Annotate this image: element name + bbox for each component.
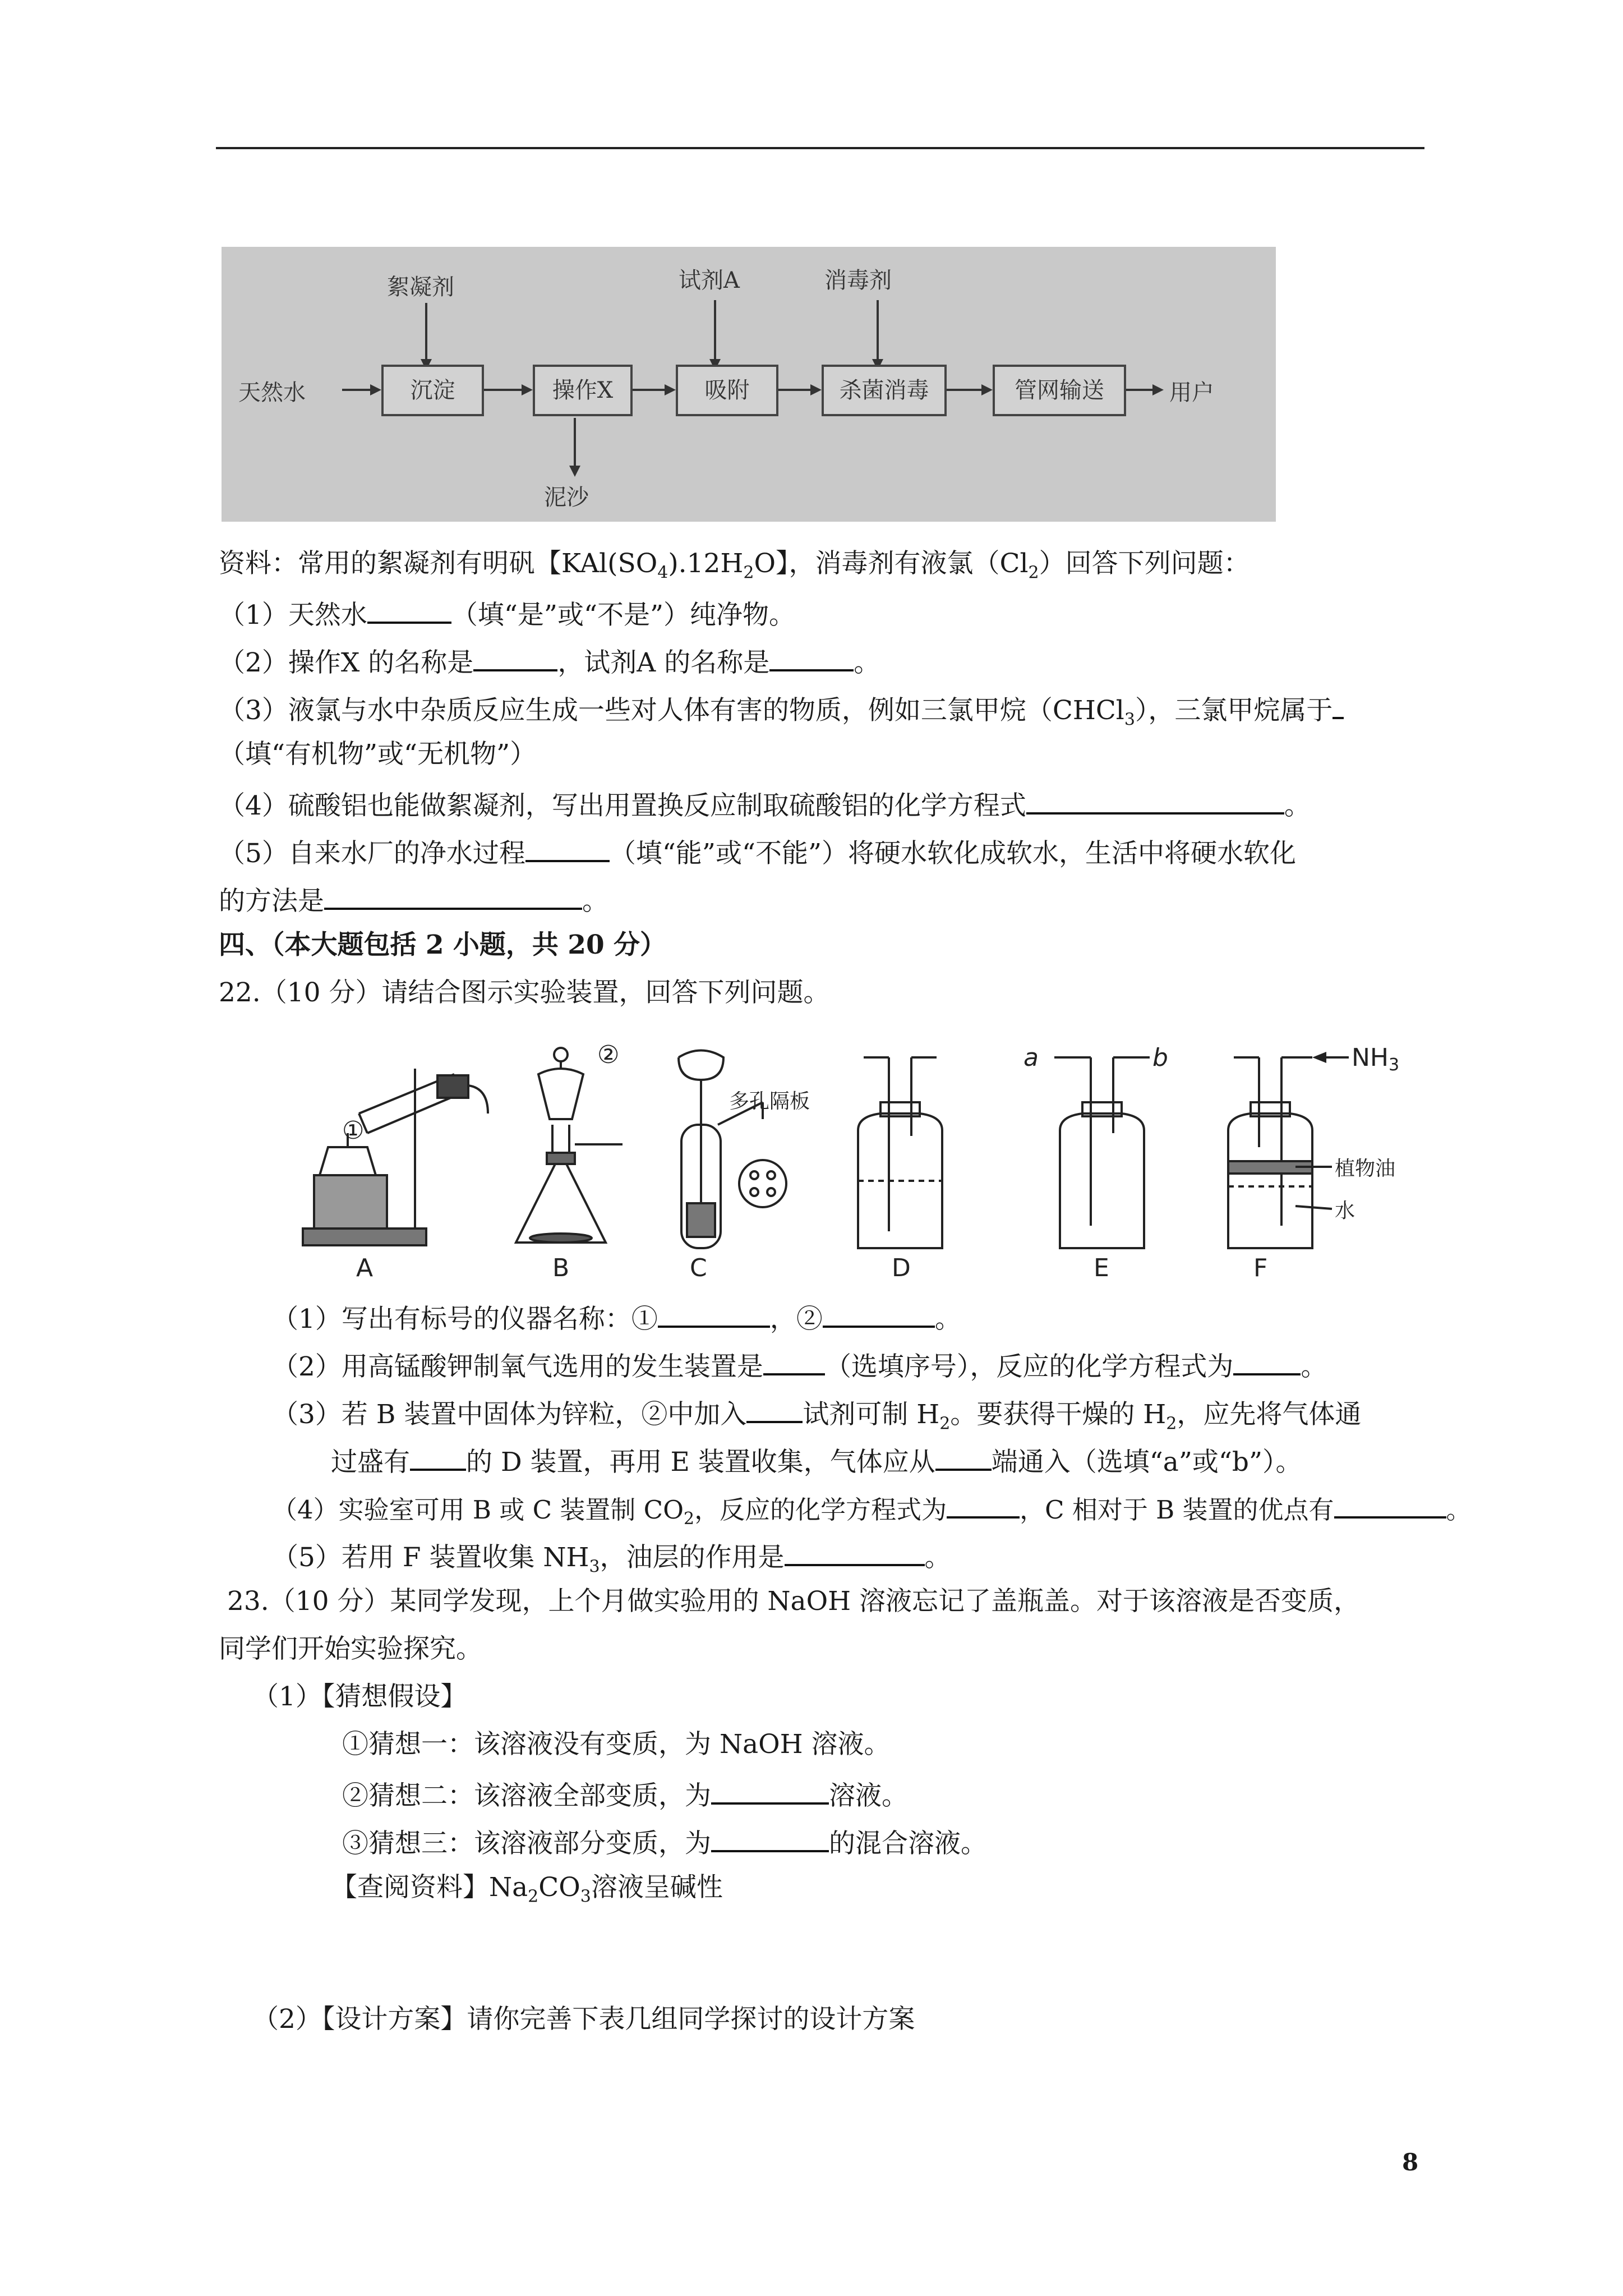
q22-part2: （2）用高锰酸钾制氧气选用的发生装置是 （选填序号），反应的化学方程式为 。 bbox=[272, 1346, 1327, 1384]
q22-part1: （1）写出有标号的仪器名称：① ，② 。 bbox=[272, 1299, 961, 1336]
label-f: F bbox=[1253, 1254, 1268, 1282]
flow-byproduct: 泥沙 bbox=[544, 485, 589, 510]
q21-part5-continued: 的方法是 。 bbox=[219, 881, 608, 918]
flow-step-pipeline: 管网输送 bbox=[993, 365, 1126, 416]
mark-vegetable-oil: 植物油 bbox=[1335, 1157, 1396, 1180]
label-d: D bbox=[892, 1254, 911, 1282]
answer-blank[interactable] bbox=[769, 642, 854, 671]
apparatus-e bbox=[1054, 1057, 1150, 1248]
flow-input-flocculant: 絮凝剂 bbox=[387, 274, 454, 300]
answer-blank[interactable] bbox=[763, 1346, 825, 1375]
mark-water: 水 bbox=[1335, 1199, 1355, 1222]
answer-blank[interactable] bbox=[410, 1442, 466, 1471]
q23-title-continued: 同学们开始实验探究。 bbox=[219, 1634, 482, 1664]
flow-input-reagent-a: 试剂A bbox=[679, 268, 740, 293]
q22-part4: （4）实验室可用 B 或 C 装置制 $CO_2$，反应的化学方程式为 ，C 相对于 B 装置的优点有 。 bbox=[272, 1489, 1472, 1536]
q21-part5: （5）自来水厂的净水过程 （填“能”或“不能”）将硬水软化成软水，生活中将硬水软化 bbox=[219, 833, 1296, 871]
answer-blank[interactable] bbox=[823, 1299, 935, 1328]
q23-hypothesis-heading: （1）【猜想假设】 bbox=[252, 1681, 467, 1712]
mark-2: ② bbox=[597, 1041, 620, 1069]
answer-blank[interactable] bbox=[324, 881, 582, 910]
flow-step-disinfect: 杀菌消毒 bbox=[822, 365, 947, 416]
mark-a: a bbox=[1023, 1043, 1039, 1072]
flow-input-disinfectant: 消毒剂 bbox=[824, 268, 892, 293]
q21-part2: （2）操作X 的名称是 ，试剂A 的名称是 。 bbox=[219, 642, 880, 680]
answer-blank[interactable] bbox=[1233, 1346, 1301, 1375]
q23-reference: 【查阅资料】$Na_2CO_3$溶液呈碱性 bbox=[331, 1872, 723, 1907]
q21-part3-continued: （填“有机物”或“无机物”） bbox=[219, 739, 537, 770]
answer-blank[interactable] bbox=[525, 833, 610, 862]
apparatus-a bbox=[303, 1069, 488, 1245]
label-e: E bbox=[1094, 1254, 1109, 1282]
answer-blank[interactable] bbox=[711, 1775, 829, 1805]
apparatus-c bbox=[679, 1051, 786, 1249]
flow-step-sediment: 沉淀 bbox=[381, 365, 484, 416]
apparatus-figure bbox=[269, 1035, 1413, 1287]
page-number: 8 bbox=[1402, 2148, 1419, 2176]
answer-blank[interactable] bbox=[1334, 1489, 1446, 1519]
answer-blank[interactable] bbox=[711, 1823, 829, 1852]
q22-part3-continued: 过盛有 的 D 装置，再用 E 装置收集，气体应从 端通入（选填“a”或“b”）。 bbox=[331, 1442, 1302, 1479]
q21-part1: （1）天然水 （填“是”或“不是”）纯净物。 bbox=[219, 595, 795, 632]
answer-blank[interactable] bbox=[785, 1537, 925, 1566]
answer-blank[interactable] bbox=[1026, 785, 1284, 815]
answer-blank[interactable] bbox=[947, 1489, 1020, 1519]
answer-blank[interactable] bbox=[935, 1442, 992, 1471]
label-a: A bbox=[356, 1254, 374, 1282]
mark-1: ① bbox=[342, 1116, 365, 1145]
q22-part5: （5）若用 F 装置收集 $NH_3$，油层的作用是 。 bbox=[272, 1537, 951, 1584]
q21-info: 资料：常用的絮凝剂有明矾【$KAl(SO_4).12H_2O$】，消毒剂有液氯$(Cl_2)$回答下列问题： bbox=[219, 548, 1250, 583]
apparatus-f bbox=[1228, 1057, 1332, 1248]
q22-title: 22.（10 分）请结合图示实验装置，回答下列问题。 bbox=[219, 977, 830, 1008]
answer-blank[interactable] bbox=[658, 1299, 770, 1328]
apparatus-b bbox=[516, 1048, 623, 1243]
answer-blank[interactable] bbox=[746, 1394, 803, 1423]
q22-part3: （3）若 B 装置中固体为锌粒，②中加入 试剂可制 $H_2$。要获得干燥的 $H_2$，应先将气体通 bbox=[272, 1394, 1361, 1441]
mark-porous-plate: 多孔隔板 bbox=[729, 1090, 810, 1113]
apparatus-d bbox=[858, 1057, 942, 1248]
mark-b: b bbox=[1152, 1043, 1168, 1072]
nh3-arrow-icon bbox=[1312, 1052, 1326, 1063]
water-treatment-flowchart bbox=[222, 247, 1276, 522]
flow-step-operation-x: 操作X bbox=[533, 365, 633, 416]
flow-start: 天然水 bbox=[238, 380, 306, 406]
section-heading: 四、（本大题包括 2 小题，共 20 分） bbox=[219, 930, 667, 960]
q23-design-heading: （2）【设计方案】请你完善下表几组同学探讨的设计方案 bbox=[252, 2004, 915, 2035]
header-rule bbox=[216, 147, 1424, 149]
q23-guess-3: ③猜想三：该溶液部分变质，为 的混合溶液。 bbox=[342, 1823, 987, 1861]
q21-part4: （4）硫酸铝也能做絮凝剂，写出用置换反应制取硫酸铝的化学方程式 。 bbox=[219, 785, 1311, 823]
q23-guess-2: ②猜想二：该溶液全部变质，为 溶液。 bbox=[342, 1775, 908, 1813]
answer-blank[interactable] bbox=[473, 642, 557, 671]
q23-title: 23.（10 分）某同学发现，上个月做实验用的 NaOH 溶液忘记了盖瓶盖。对于该溶液是否变质， bbox=[227, 1586, 1361, 1617]
label-c: C bbox=[690, 1254, 707, 1282]
q23-guess-1: ①猜想一：该溶液没有变质，为 NaOH 溶液。 bbox=[342, 1729, 891, 1760]
answer-blank[interactable] bbox=[1332, 690, 1344, 719]
label-b: B bbox=[552, 1254, 570, 1282]
q21-part3: （3）液氯与水中杂质反应生成一些对人体有害的物质，例如三氯甲烷（CHCl$_3$），三氯甲烷属于 bbox=[219, 690, 1344, 737]
flow-step-adsorption: 吸附 bbox=[676, 365, 778, 416]
mark-nh3: NH3 bbox=[1352, 1043, 1400, 1075]
flow-end: 用户 bbox=[1169, 380, 1214, 406]
answer-blank[interactable] bbox=[367, 595, 451, 624]
